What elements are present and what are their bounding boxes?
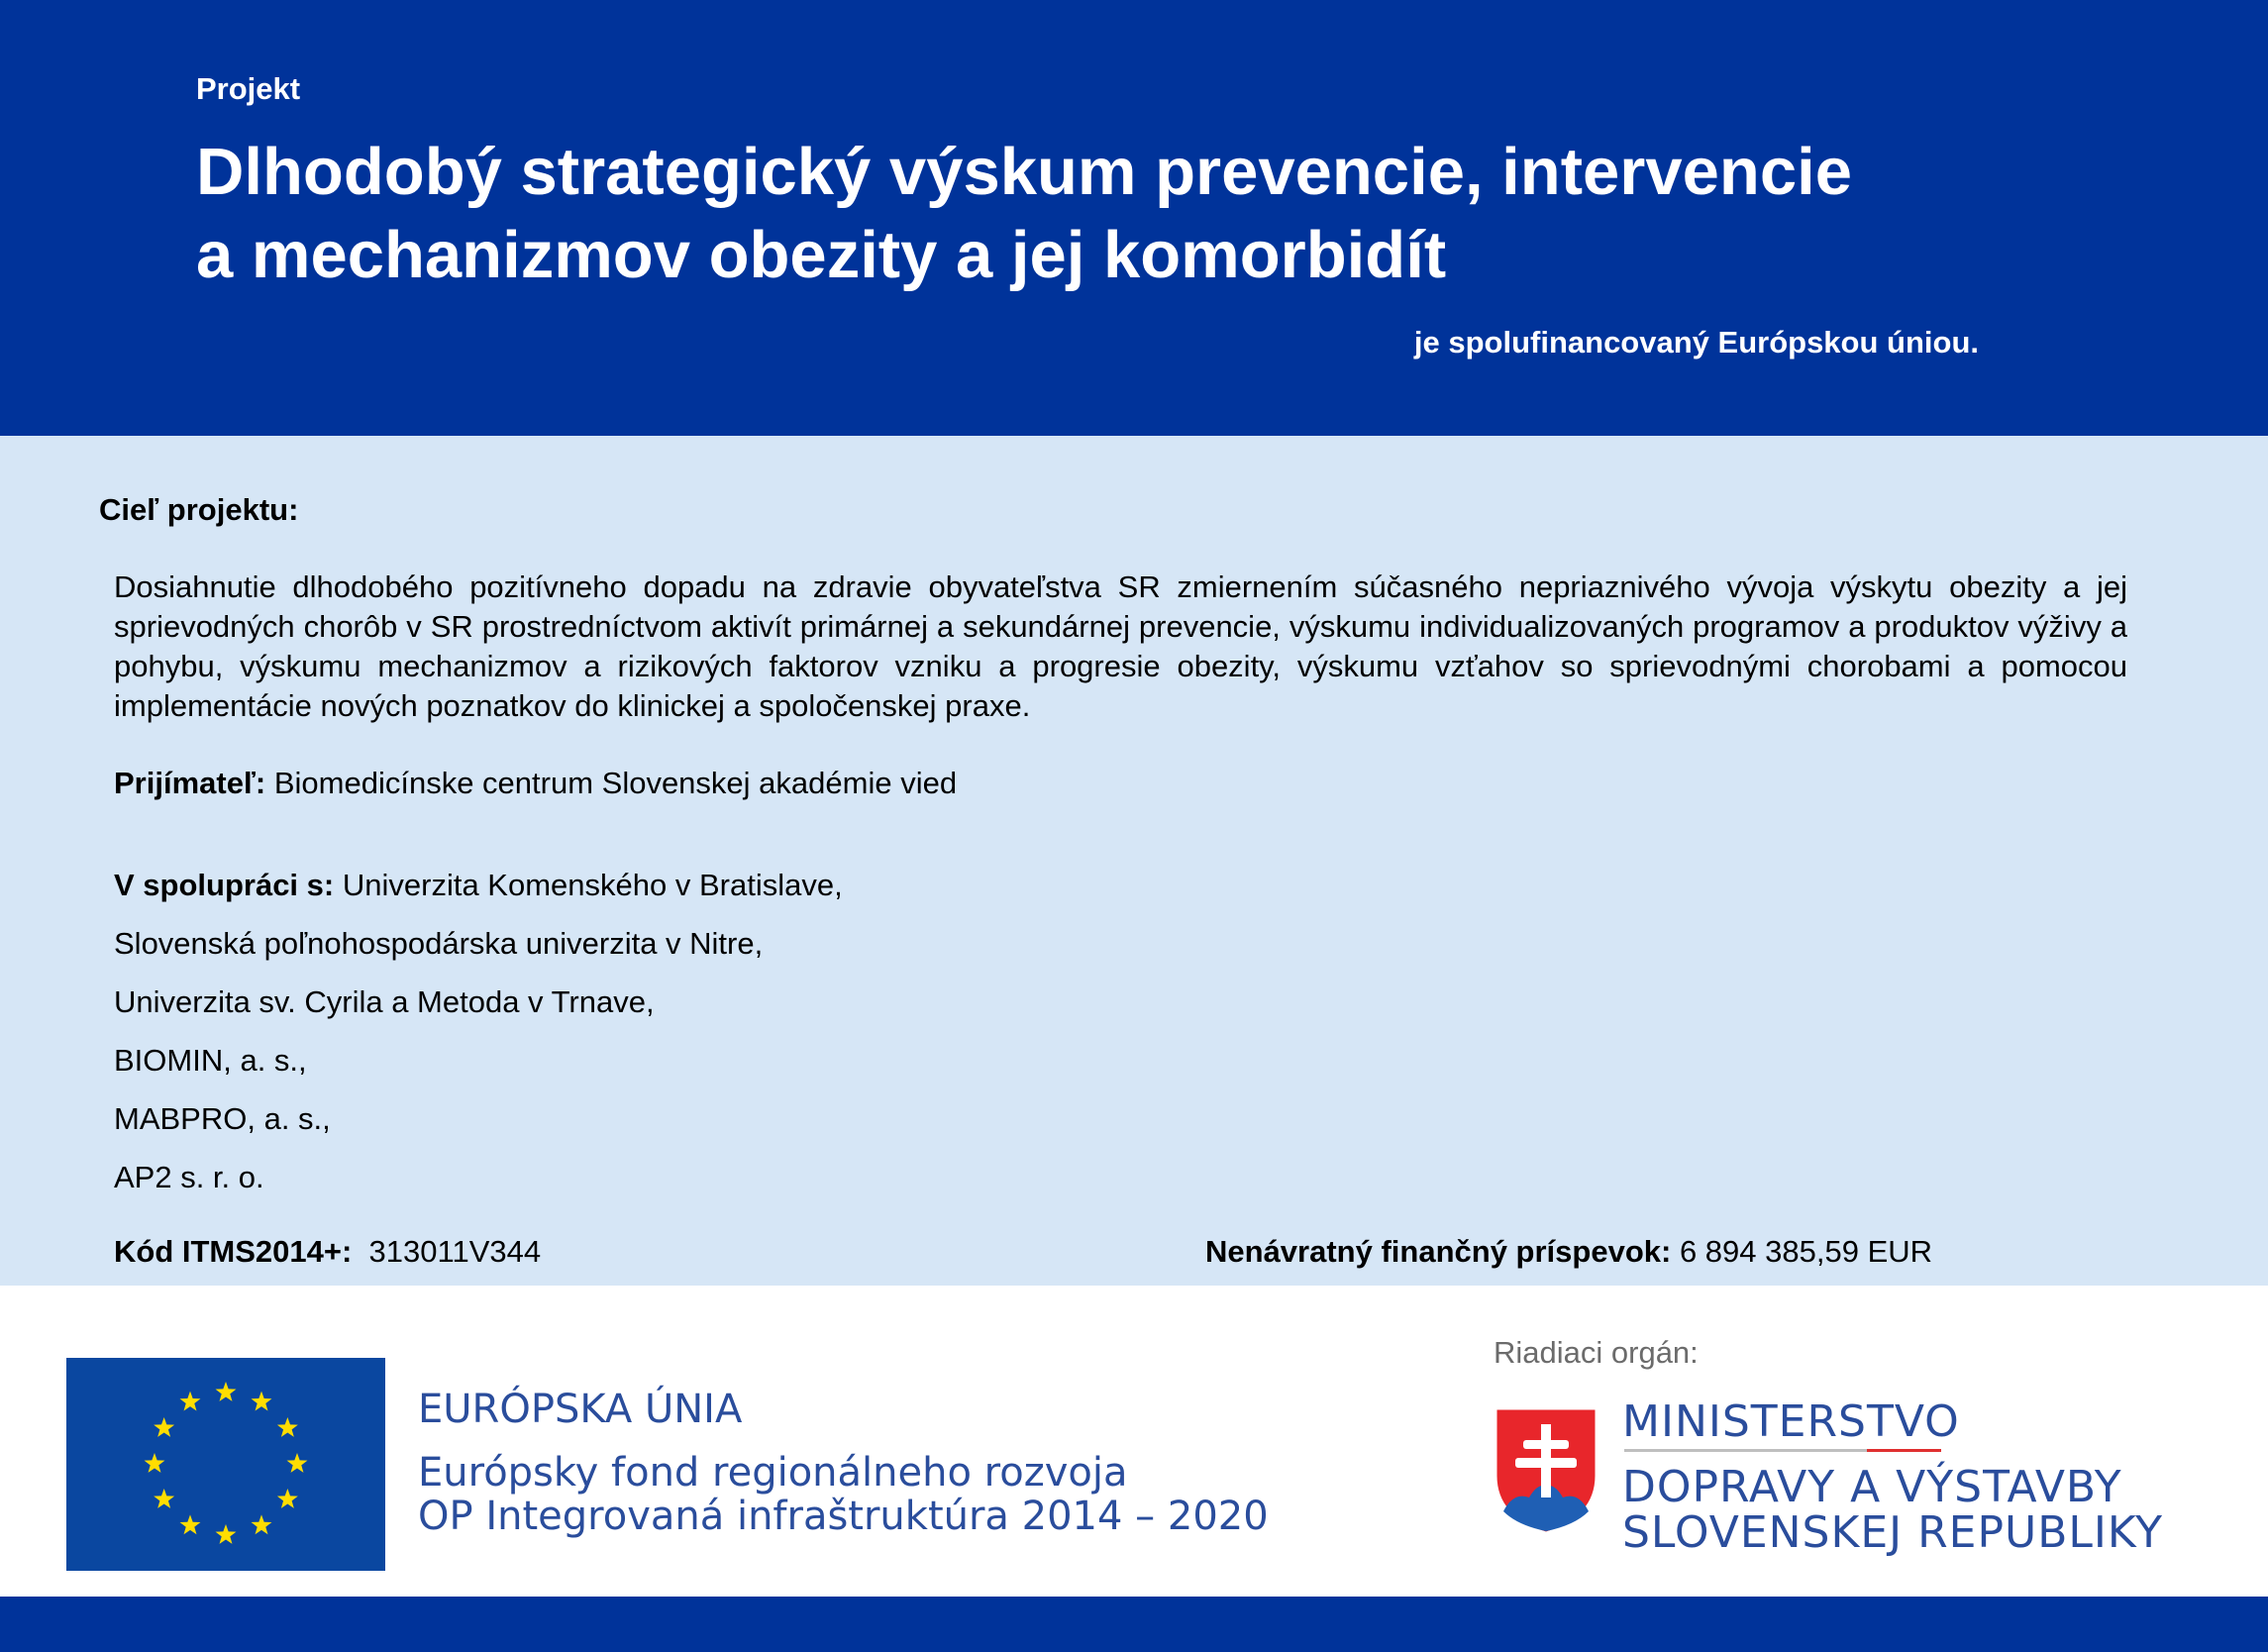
itms-value: 313011V344 <box>368 1234 542 1269</box>
grant-value: 6 894 385,59 EUR <box>1679 1234 1933 1269</box>
cooperation-label: V spolupráci s: <box>114 868 335 902</box>
eu-flag-stars <box>66 1358 385 1571</box>
recipient-value: Biomedicínske centrum Slovenskej akadémie vied <box>273 766 958 800</box>
eu-star-icon <box>252 1392 272 1411</box>
eu-star-icon <box>154 1417 174 1437</box>
recipient-label: Prijímateľ: <box>114 766 266 800</box>
header-banner <box>0 0 2268 436</box>
eu-star-icon <box>277 1417 298 1437</box>
eu-star-icon <box>180 1514 201 1534</box>
eu-star-icon <box>277 1489 298 1508</box>
grant-row <box>1205 1234 1932 1270</box>
goal-label: Cieľ projektu: <box>99 492 299 527</box>
slovak-coat-of-arms-icon <box>1494 1406 1598 1535</box>
project-info-panel <box>0 436 2268 1286</box>
partner-item: Univerzita Komenského v Bratislave, <box>342 868 843 902</box>
partner-item: AP2 s. r. o. <box>114 1160 264 1194</box>
recipient-row <box>114 766 957 801</box>
project-title-line-2: a mechanizmov obezity a jej komorbidít <box>196 218 1447 292</box>
cofinanced-note: je spolufinancovaný Európskou úniou. <box>1413 325 1979 360</box>
partner-item: Slovenská poľnohospodárska univerzita v Nitre, <box>114 926 764 961</box>
partner-item: Univerzita sv. Cyrila a Metoda v Trnave, <box>114 984 655 1019</box>
cooperation-list <box>114 856 843 1206</box>
eu-programme: OP Integrovaná infraštruktúra 2014 – 2020 <box>418 1494 1269 1539</box>
partner-item: MABPRO, a. s., <box>114 1101 331 1136</box>
itms-code-row <box>114 1234 541 1270</box>
ministry-line-2: DOPRAVY A VÝSTAVBY <box>1622 1462 2122 1512</box>
eu-star-icon <box>252 1514 272 1534</box>
project-title <box>196 131 2078 297</box>
itms-label: Kód ITMS2014+: <box>114 1234 353 1269</box>
eu-fund: Európsky fond regionálneho rozvoja <box>418 1450 1128 1496</box>
ministry-line-1: MINISTERSTVO <box>1622 1396 1960 1447</box>
cooperation-first-row <box>114 856 843 914</box>
authority-label: Riadiaci orgán: <box>1494 1335 1699 1370</box>
eu-flag-icon <box>66 1358 385 1571</box>
grant-label: Nenávratný finančný príspevok: <box>1205 1234 1672 1269</box>
ministry-divider-accent <box>1867 1449 1941 1452</box>
ministry-line-3: SLOVENSKEJ REPUBLIKY <box>1622 1507 2164 1558</box>
eu-star-icon <box>216 1382 237 1401</box>
eu-star-icon <box>216 1524 237 1544</box>
partner-item: BIOMIN, a. s., <box>114 1043 307 1078</box>
project-title-line-1: Dlhodobý strategický výskum prevencie, intervencie <box>196 135 1852 209</box>
project-label: Projekt <box>196 71 301 106</box>
eu-name: EURÓPSKA ÚNIA <box>418 1387 743 1432</box>
eu-star-icon <box>145 1453 165 1473</box>
goal-text: Dosiahnutie dlhodobého pozitívneho dopadu na zdravie obyvateľstva SR zmiernením súčasného nepriaznivého vývoja výskytu obezity a jej sprievodných chorôb v SR prostredníctvom aktivít primárnej a sekundárnej prevencie, výskumu individualizovaných programov a produktov výživy a pohybu, výskumu mechanizmov a rizikových faktorov vzniku a progresie obezity, výskumu vzťahov so sprievodnými chorobami a pomocou implementácie nových poznatkov do klinickej a spoločenskej praxe. <box>114 569 2127 723</box>
eu-star-icon <box>287 1453 308 1473</box>
eu-star-icon <box>154 1489 174 1508</box>
footer-bar <box>0 1597 2268 1652</box>
eu-star-icon <box>180 1392 201 1411</box>
